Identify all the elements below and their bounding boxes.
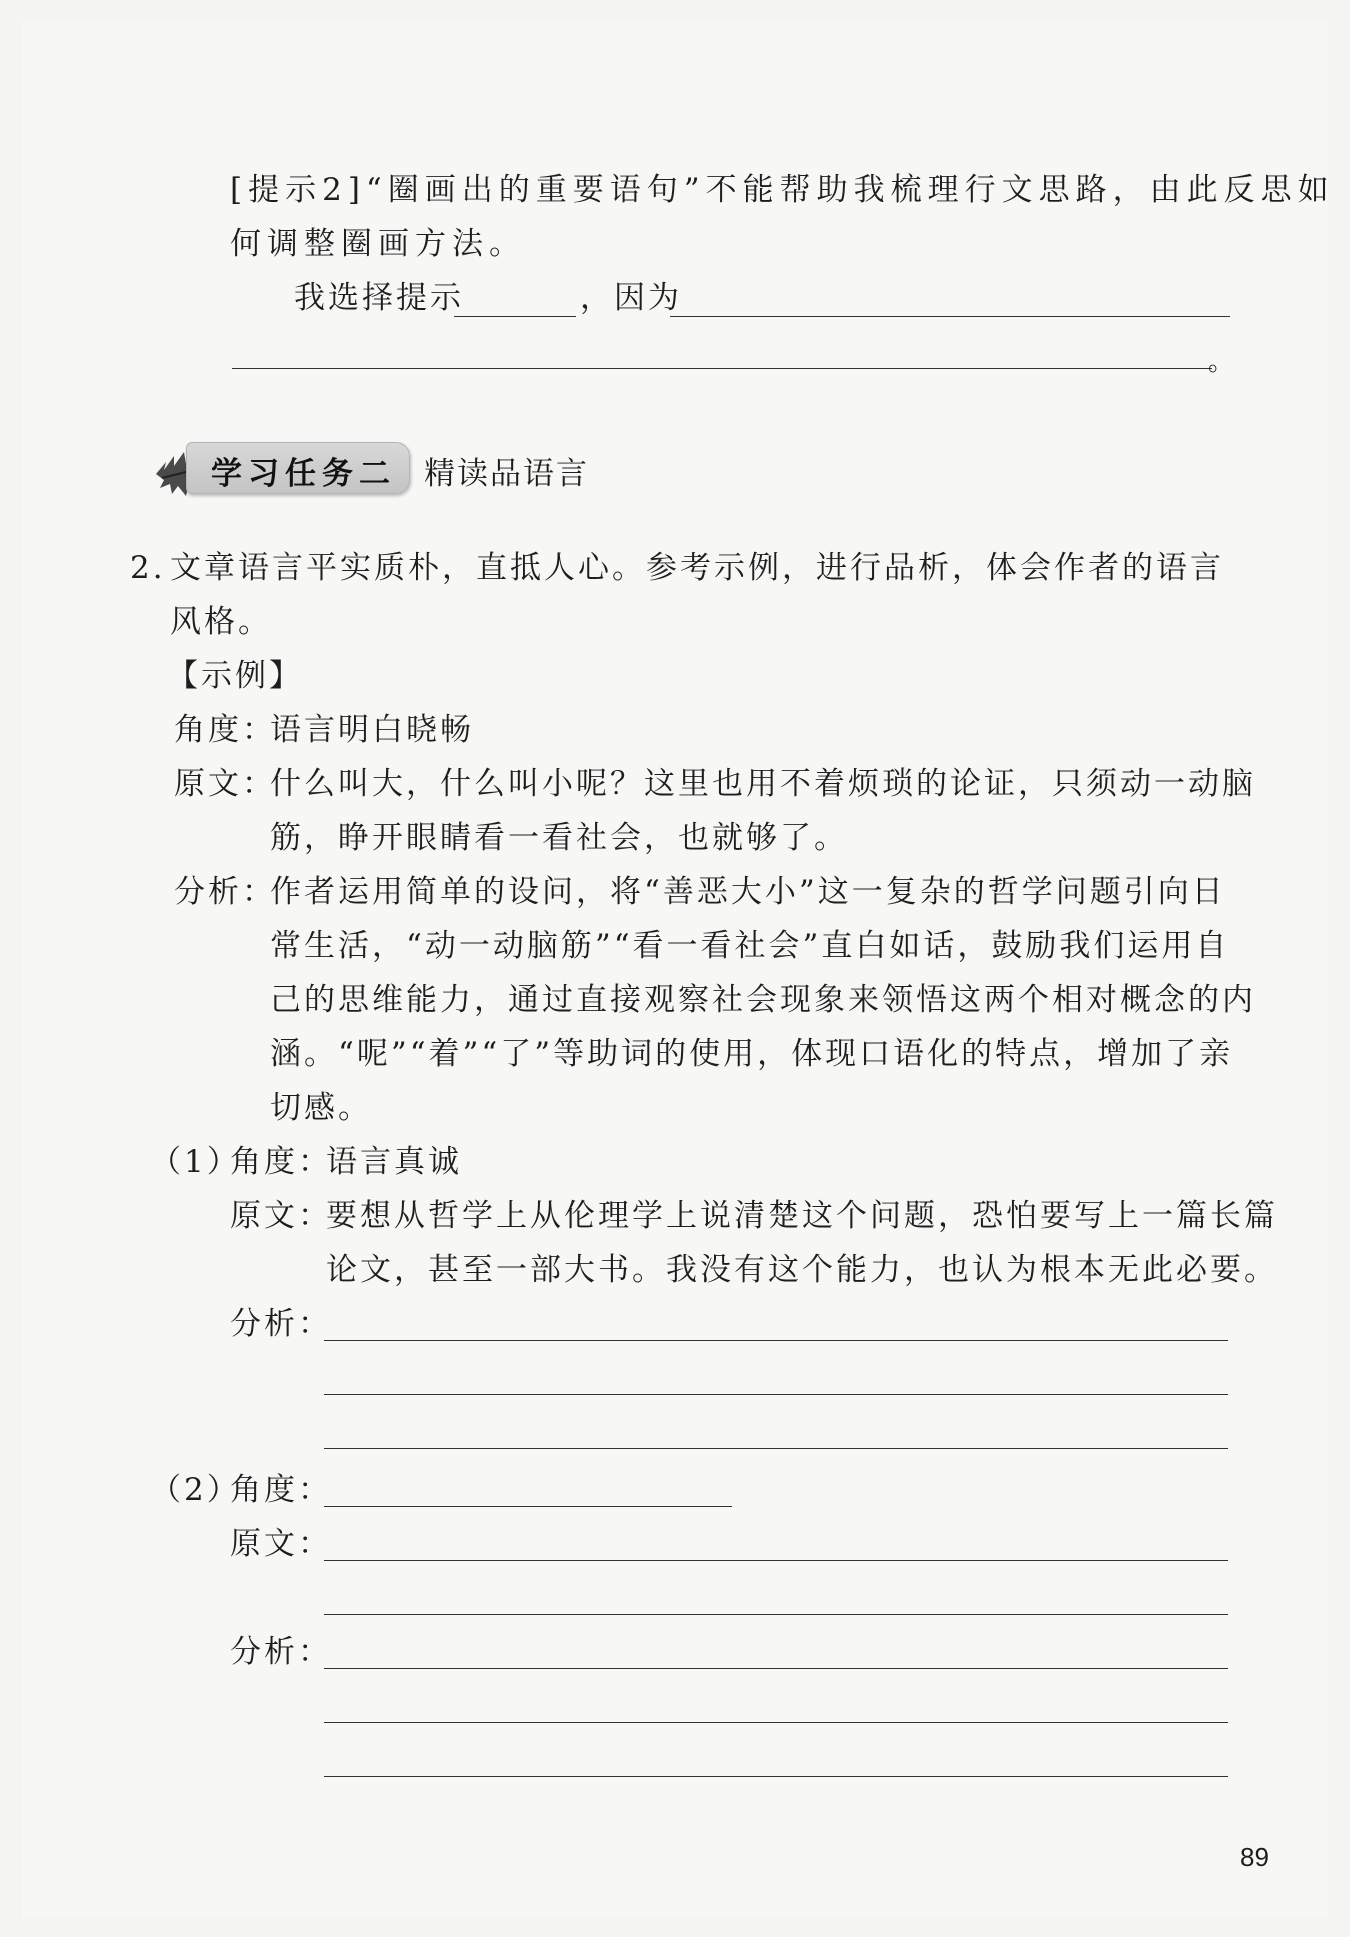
choice-prefix: 我选择提示: [294, 280, 464, 316]
workbook-page: [22, 20, 1335, 1917]
section-badge-pill: [186, 442, 410, 494]
item2-angle-label: 角度：: [230, 1472, 332, 1508]
item1-orig-line2: 论文，甚至一部大书。我没有这个能力，也认为根本无此必要。: [326, 1252, 1278, 1288]
item2-analysis-blank[interactable]: [324, 1722, 1228, 1723]
item2-orig-blank[interactable]: [324, 1614, 1228, 1615]
item2-analysis-blank[interactable]: [324, 1668, 1228, 1669]
example-angle: 语言明白晓畅: [270, 712, 474, 748]
choice-hint-blank[interactable]: [454, 316, 576, 317]
item1-angle: 语言真诚: [326, 1144, 462, 1180]
item1-analysis-label: 分析：: [230, 1306, 332, 1342]
item2-analysis-blank[interactable]: [324, 1776, 1228, 1777]
example-analysis-line: 切感。: [270, 1090, 372, 1126]
item1-analysis-blank[interactable]: [324, 1340, 1228, 1341]
item2-orig-label: 原文：: [230, 1526, 332, 1562]
section-badge-label: 学习任务二: [211, 456, 396, 492]
item1-orig-label: 原文：: [230, 1198, 332, 1234]
example-analysis-line: 涵。“呢”“着”“了”等助词的使用，体现口语化的特点，增加了亲: [270, 1036, 1234, 1072]
example-analysis-label: 分析：: [174, 874, 276, 910]
item2-number: （2）: [150, 1472, 241, 1508]
item1-orig-line1: 要想从哲学上从伦理学上说清楚这个问题，恐怕要写上一篇长篇: [326, 1198, 1278, 1234]
example-orig-line1: 什么叫大，什么叫小呢？这里也用不着烦琐的论证，只须动一动脑: [270, 766, 1256, 802]
q2-line1: 文章语言平实质朴，直抵人心。参考示例，进行品析，体会作者的语言: [170, 550, 1224, 586]
item2-analysis-label: 分析：: [230, 1634, 332, 1670]
item1-analysis-blank[interactable]: [324, 1448, 1228, 1449]
example-analysis-line: 常生活，“动一动脑筋”“看一看社会”直白如话，鼓励我们运用自: [270, 928, 1230, 964]
choice-because: ，因为: [580, 280, 682, 316]
hint2-line1: [提示2]“圈画出的重要语句”不能帮助我梳理行文思路，由此反思如: [230, 172, 1335, 208]
item1-analysis-blank[interactable]: [324, 1394, 1228, 1395]
example-header: 【示例】: [167, 658, 303, 694]
section-badge: [152, 438, 410, 498]
example-angle-label: 角度：: [174, 712, 276, 748]
q2-number: 2.: [130, 550, 166, 586]
choice-reason-blank-1[interactable]: [670, 316, 1230, 317]
q2-line2: 风格。: [170, 604, 272, 640]
item2-orig-blank[interactable]: [324, 1560, 1228, 1561]
item1-number: （1）: [150, 1144, 241, 1180]
choice-end-period: 。: [1208, 347, 1238, 377]
example-analysis-line: 己的思维能力，通过直接观察社会现象来领悟这两个相对概念的内: [270, 982, 1256, 1018]
item1-angle-label: 角度：: [230, 1144, 332, 1180]
example-analysis-line: 作者运用简单的设问，将“善恶大小”这一复杂的哲学问题引向日: [270, 874, 1226, 910]
hint2-line2: 何调整圈画方法。: [230, 226, 526, 262]
choice-reason-blank-2[interactable]: [232, 368, 1212, 369]
example-orig-label: 原文：: [174, 766, 276, 802]
item2-angle-blank[interactable]: [324, 1506, 732, 1507]
example-orig-line2: 筋，睁开眼睛看一看社会，也就够了。: [270, 820, 848, 856]
page-number: 89: [1240, 1842, 1269, 1872]
section-title: 精读品语言: [424, 456, 589, 492]
